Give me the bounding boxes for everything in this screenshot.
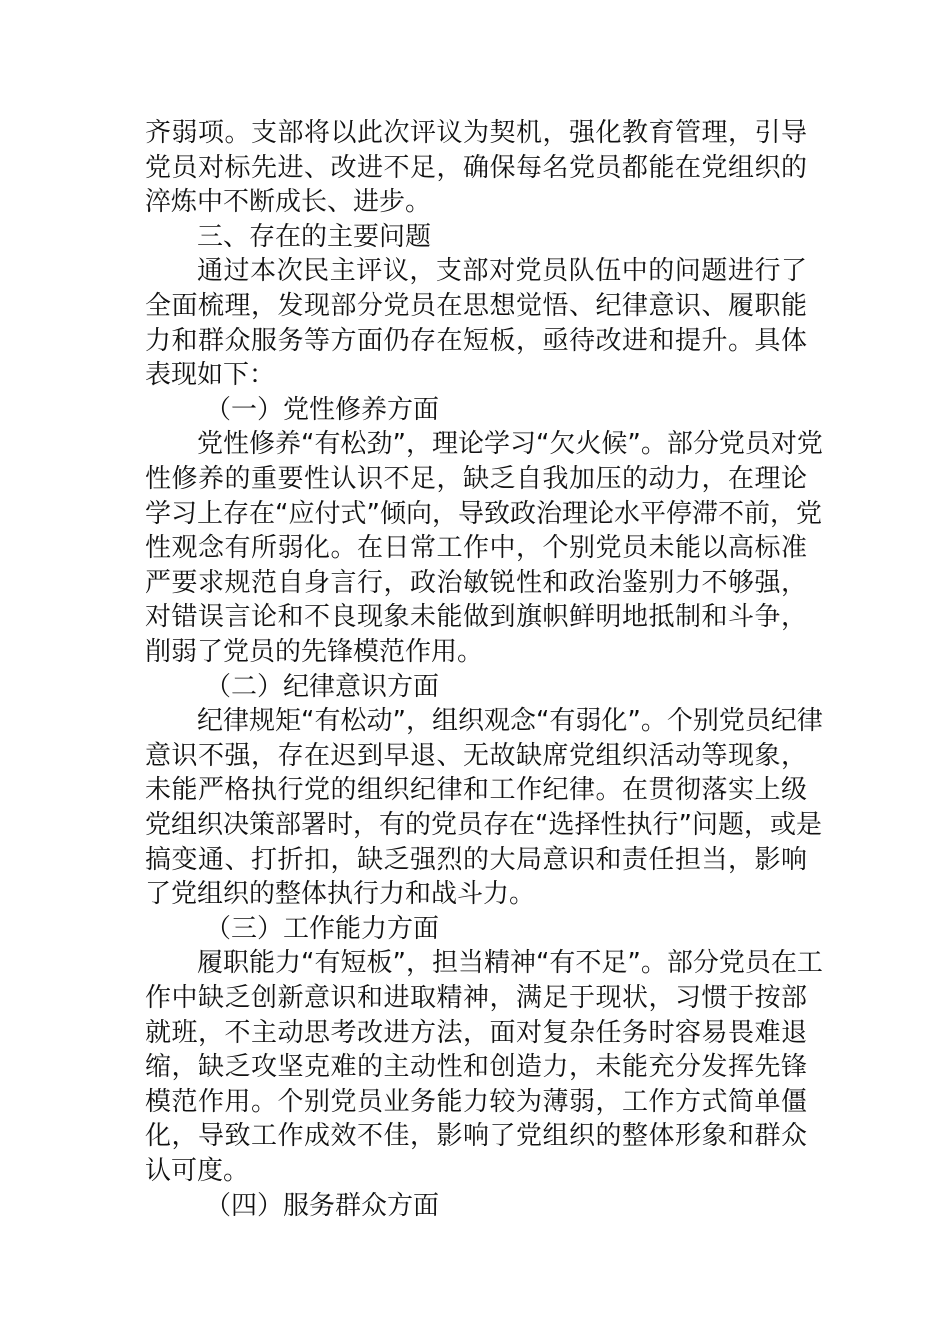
paragraph-line: 通过本次民主评议，支部对党员队伍中的问题进行了 [197,256,807,287]
section-heading: 三、存在的主要问题 [197,221,432,252]
paragraph-line: 齐弱项。支部将以此次评议为契机，强化教育管理，引导 [145,118,807,148]
paragraph-line: 削弱了党员的先锋模范作用。 [145,637,484,667]
paragraph-line: 了党组织的整体执行力和战斗力。 [145,879,536,910]
paragraph-line: 履职能力“有短板”，担当精神“有不足”。部分党员在工 [197,948,823,979]
paragraph-line: 性观念有所弱化。在日常工作中，个别党员未能以高标准 [145,533,807,564]
paragraph-line: 力和群众服务等方面仍存在短板，亟待改进和提升。具体 [145,325,807,356]
subsection-heading: （一）党性修养方面 [205,394,440,425]
paragraph-line: 认可度。 [145,1156,250,1186]
paragraph-line: 缩，缺乏攻坚克难的主动性和创造力，未能充分发挥先锋 [145,1052,807,1083]
paragraph-line: 未能严格执行党的组织纪律和工作纪律。在贯彻落实上级 [145,775,807,806]
paragraph-line: 就班，不主动思考改进方法，面对复杂任务时容易畏难退 [145,1017,807,1048]
paragraph-line: 表现如下： [145,360,276,391]
subsection-heading: （二）纪律意识方面 [205,671,440,702]
paragraph-line: 作中缺乏创新意识和进取精神，满足于现状，习惯于按部 [145,983,807,1013]
paragraph-line: 模范作用。个别党员业务能力较为薄弱，工作方式简单僵 [145,1086,807,1117]
paragraph-line: 搞变通、打折扣，缺乏强烈的大局意识和责任担当，影响 [145,844,807,875]
paragraph-line: 性修养的重要性认识不足，缺乏自我加压的动力，在理论 [145,464,807,494]
paragraph-line: 严要求规范自身言行，政治敏锐性和政治鉴别力不够强， [145,567,807,598]
paragraph-line: 党性修养“有松劲”，理论学习“欠火候”。部分党员对党 [197,429,823,460]
paragraph-line: 党组织决策部署时，有的党员存在“选择性执行”问题，或是 [145,810,822,840]
paragraph-line: 淬炼中不断成长、进步。 [145,187,432,218]
paragraph-line: 纪律规矩“有松动”，组织观念“有弱化”。个别党员纪律 [197,706,823,737]
subsection-heading: （四）服务群众方面 [205,1190,440,1221]
paragraph-line: 化，导致工作成效不佳，影响了党组织的整体形象和群众 [145,1121,807,1152]
paragraph-line: 全面梳理，发现部分党员在思想觉悟、纪律意识、履职能 [145,291,807,321]
paragraph-line: 意识不强，存在迟到早退、无故缺席党组织活动等现象， [145,740,807,771]
paragraph-line: 党员对标先进、改进不足，确保每名党员都能在党组织的 [145,152,807,183]
paragraph-line: 对错误言论和不良现象未能做到旗帜鲜明地抵制和斗争， [145,602,807,633]
paragraph-line: 学习上存在“应付式”倾向，导致政治理论水平停滞不前，党 [145,498,822,529]
subsection-heading: （三）工作能力方面 [205,913,440,944]
